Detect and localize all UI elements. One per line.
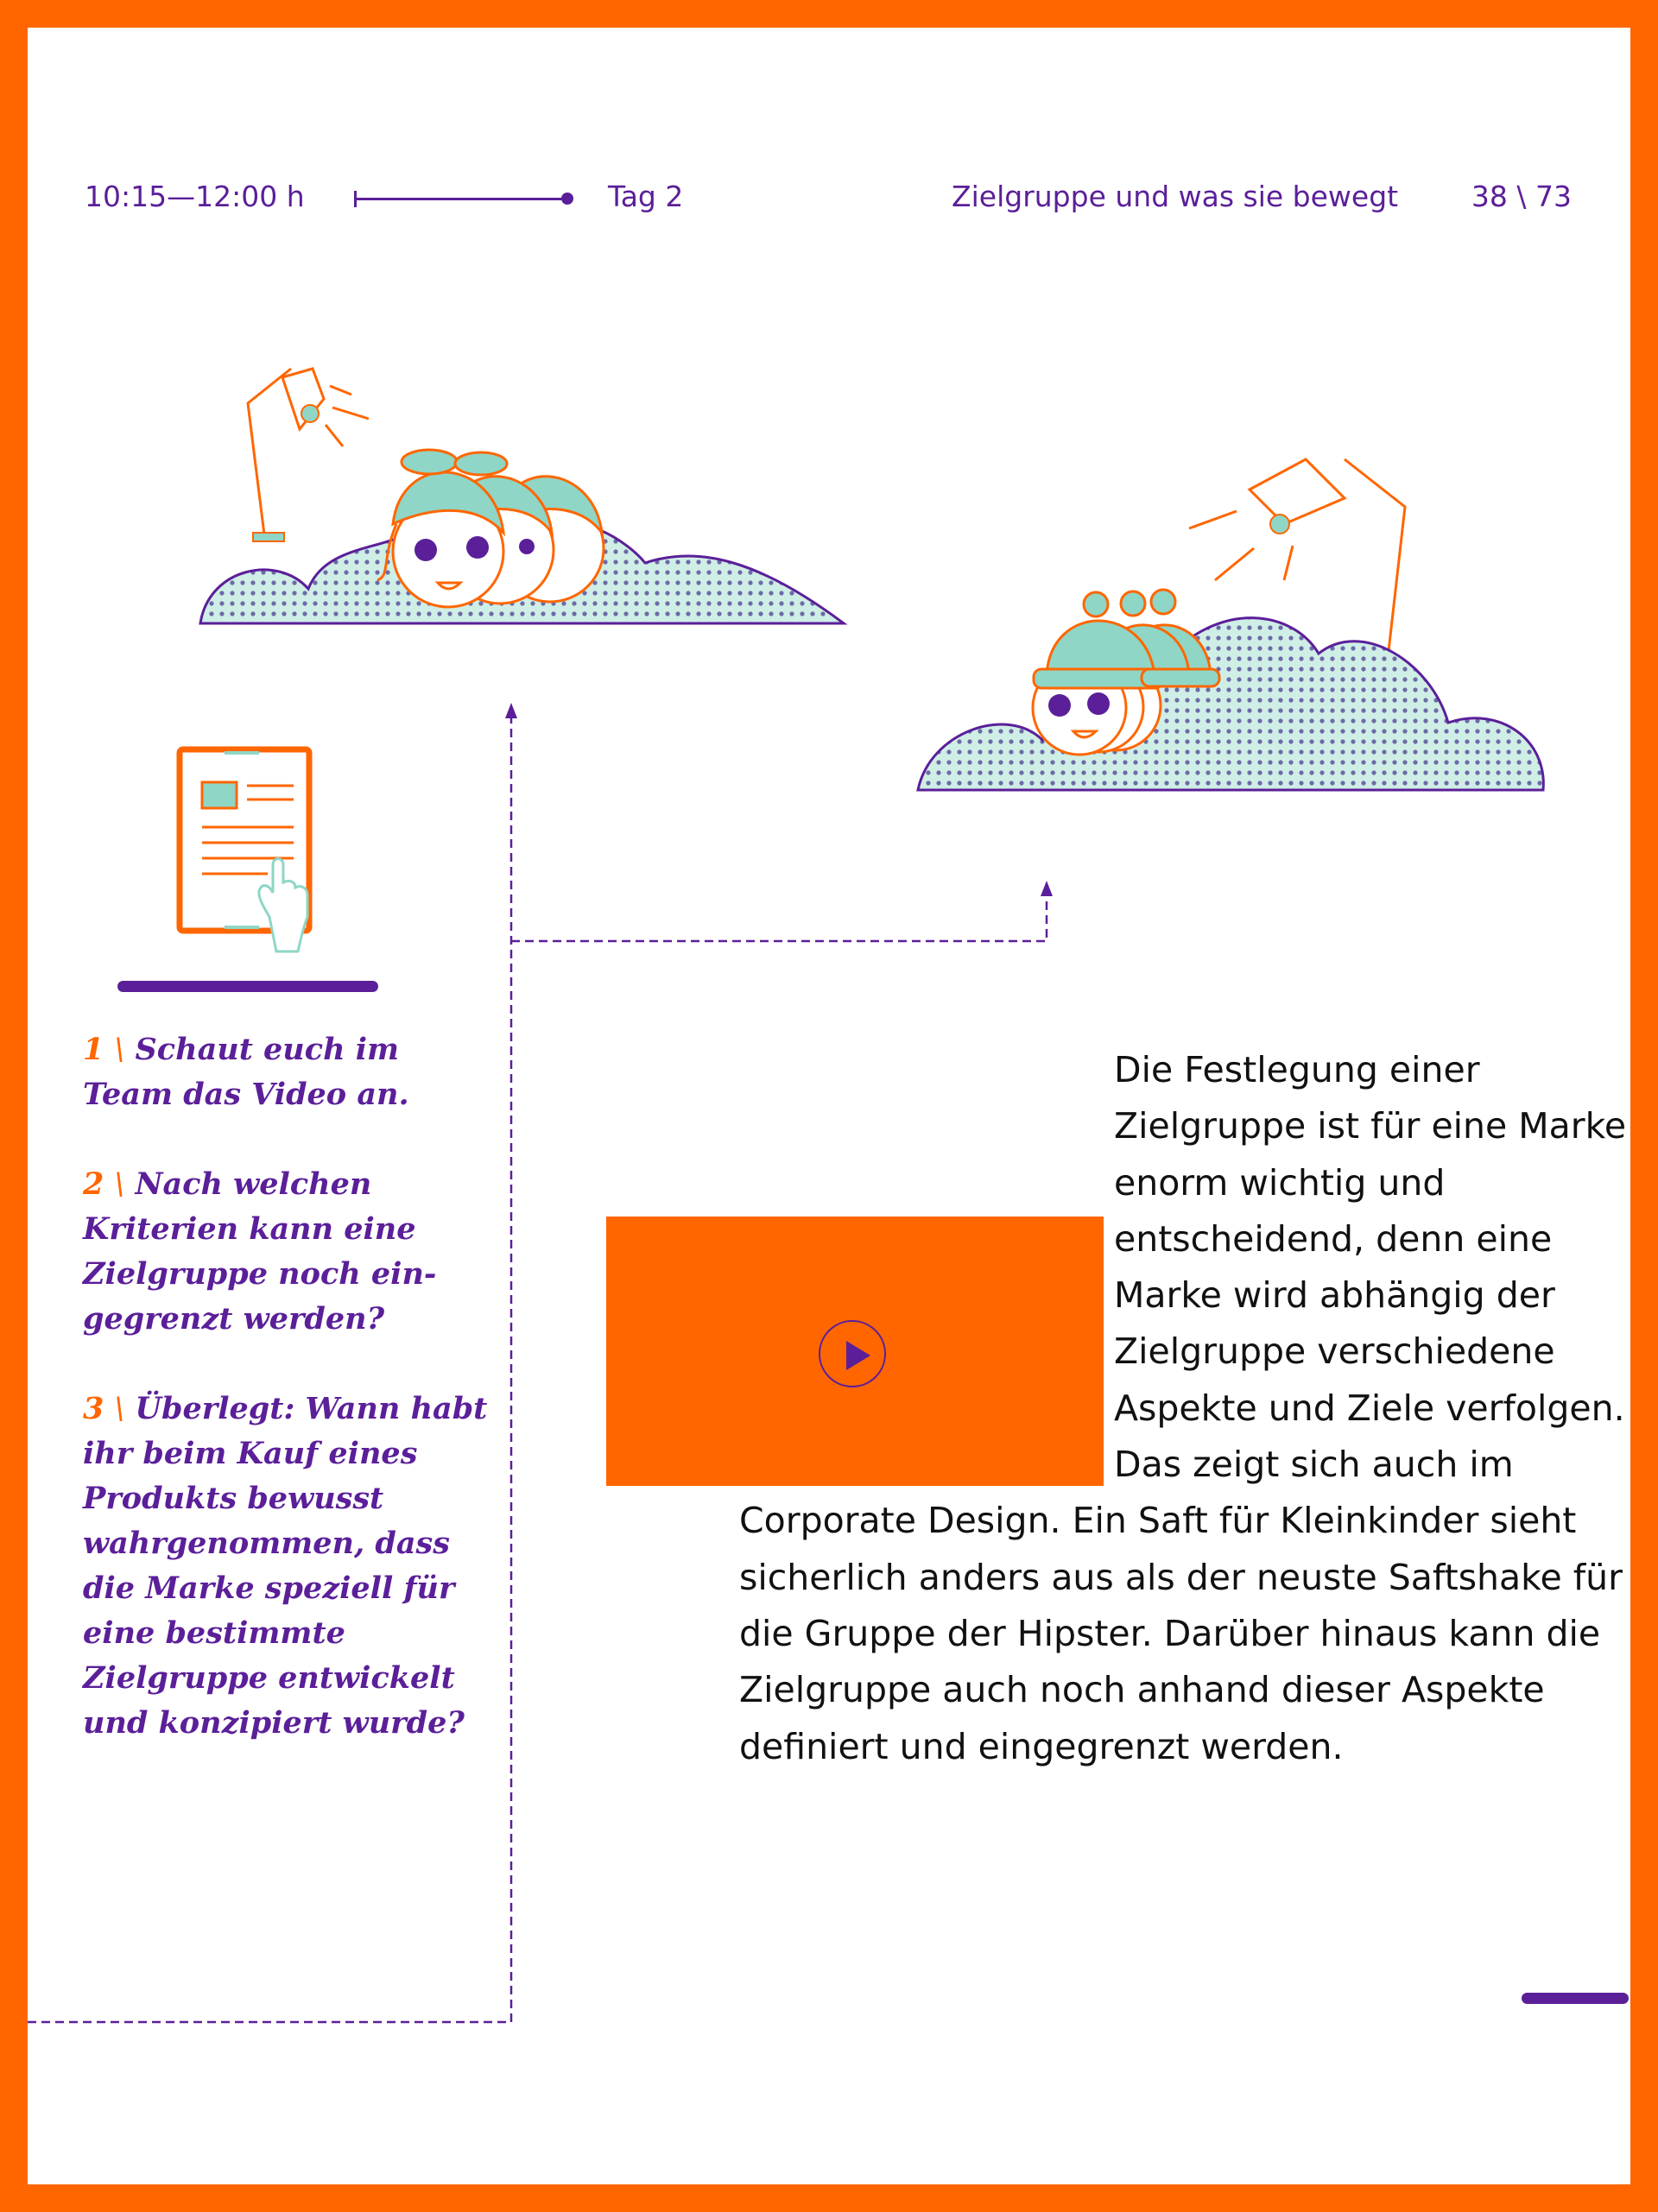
day-label: Tag 2 <box>608 180 684 213</box>
video-player[interactable] <box>606 1217 1104 1486</box>
page-title: Zielgruppe und was sie bewegt <box>952 180 1399 213</box>
play-icon <box>846 1341 870 1370</box>
task-text: Überlegt: Wann habt ihr beim Kauf eines Produkts bewusst wahrgenommen, dass die Marke speziell für eine bestimmte Zielgruppe entwickelt und konzipiert wurde? <box>83 1391 488 1741</box>
task-separator: \ <box>114 1392 125 1426</box>
page-number: 38 \ 73 <box>1471 180 1572 213</box>
task-separator: \ <box>114 1167 125 1202</box>
task-text: Schaut euch im Team das Video an. <box>83 1032 409 1112</box>
task-number: 3 <box>83 1391 104 1426</box>
task-number: 1 <box>83 1032 104 1067</box>
body-paragraph: Die Festlegung einer Zielgruppe ist für eine Marke enorm wichtig und entscheidend, denn eine Marke wird abhängig der Zielgruppe verschiedene Aspekte und Ziele verfolgen. Das zeigt sich auch im Corporate Design. Ein Saft für Kleinkinder sieht sicherlich anders aus als der neuste Saftshake für die Gruppe der Hipster. Darüber hinaus kann die Zielgruppe auch noch anhand dieser Aspekte definiert und eingegrenzt werden. <box>739 1049 1627 1767</box>
task-number: 2 <box>83 1166 104 1202</box>
session-time: 10:15—12:00 h <box>85 180 305 213</box>
task-text: Nach welchen Kriterien kann eine Zielgruppe noch eingegrenzt werden? <box>83 1166 437 1337</box>
play-button[interactable] <box>819 1320 886 1387</box>
end-marker-bar <box>1522 1993 1629 2004</box>
task-separator: \ <box>114 1033 125 1067</box>
